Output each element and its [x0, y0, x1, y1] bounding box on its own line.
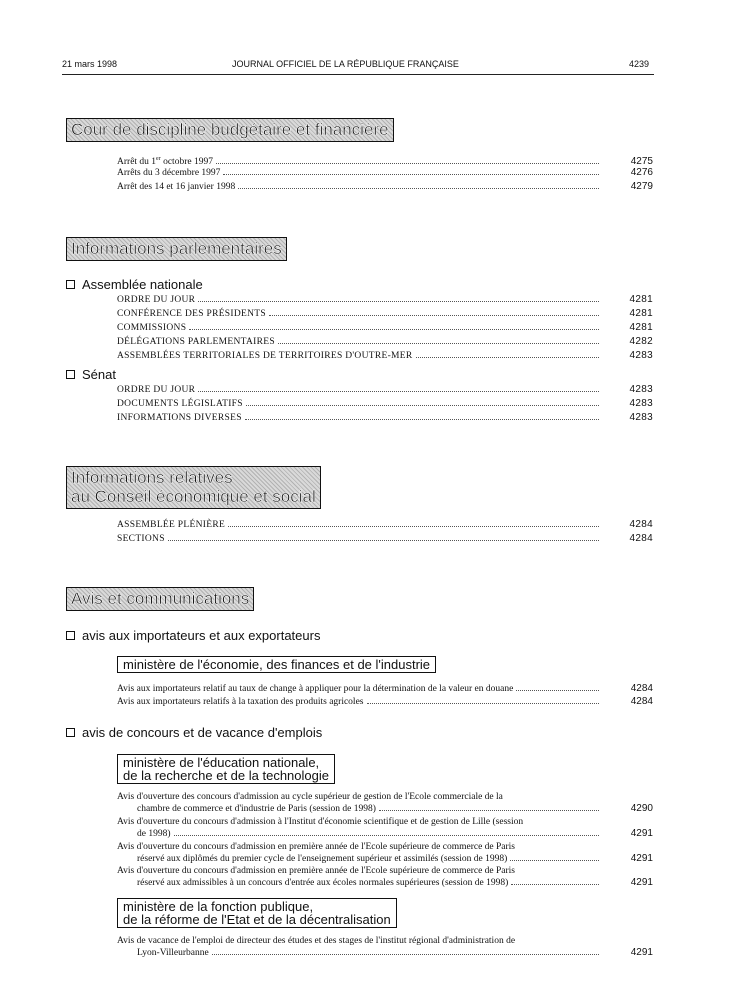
- checkbox-bullet-icon: [66, 631, 75, 640]
- toc-entry: [117, 322, 653, 334]
- page-ref: 4283: [629, 398, 653, 409]
- ministry-label: de la recherche et de la technologie: [123, 768, 329, 783]
- subsection-label: avis de concours et de vacance d'emplois: [82, 725, 323, 740]
- entry-text: Arrêt des 14 et 16 janvier 1998: [117, 182, 236, 192]
- toc-entry: [117, 696, 653, 708]
- entry-text: réservé aux admissibles à un concours d'entrée aux écoles normales supérieures (session de 1998): [137, 878, 509, 888]
- section-title-text: Informations parlementaires: [71, 239, 282, 258]
- page-ref: 4283: [629, 384, 653, 395]
- toc-entry: [117, 336, 653, 348]
- ministry-label: ministère de la fonction publique,: [123, 899, 314, 914]
- section-title-cour-discipline: [66, 118, 394, 142]
- entry-text: Avis d'ouverture du concours d'admission en première année de l'Ecole supérieure de commerce de Paris: [117, 866, 516, 876]
- section-title-text: Cour de discipline budgétaire et financière: [71, 120, 389, 139]
- page-ref: 4276: [630, 167, 653, 178]
- toc-entry: [117, 181, 653, 193]
- page-ref: 4281: [629, 322, 653, 333]
- entry-text: Avis d'ouverture du concours d'admission en première année de l'Ecole supérieure de commerce de Paris: [117, 842, 516, 852]
- checkbox-bullet-icon: [66, 728, 75, 737]
- page-ref: 4281: [629, 294, 653, 305]
- toc-entry: Arrêt du 1er octobre 1997 4275: [117, 156, 653, 168]
- subsection-label: Assemblée nationale: [82, 277, 203, 292]
- checkbox-bullet-icon: [66, 370, 75, 379]
- entry-text: Avis de vacance de l'emploi de directeur des études et des stages de l'institut régional d'administration de: [117, 936, 516, 946]
- page-ref: 4291: [630, 877, 653, 888]
- header-page-number: 4239: [629, 59, 650, 69]
- entry-text: Avis d'ouverture des concours d'admission au cycle supérieur de gestion de l'Ecole commerciale de la: [117, 792, 503, 802]
- section-title-avis-communications: [66, 587, 254, 611]
- toc-entry: [117, 533, 653, 545]
- entry-text: de 1998): [137, 829, 171, 839]
- toc-entry: [117, 816, 653, 840]
- entry-text: ORDRE DU JOUR: [117, 295, 196, 305]
- entry-text: INFORMATIONS DIVERSES: [117, 413, 242, 423]
- toc-entry: [117, 167, 653, 179]
- subsection-senat: [66, 367, 116, 382]
- toc-entry: [117, 841, 653, 865]
- entry-text: ORDRE DU JOUR: [117, 385, 196, 395]
- ministry-box-education: [117, 754, 335, 784]
- toc-entry: [117, 412, 653, 424]
- toc-entry: [117, 683, 653, 695]
- entry-text: Avis aux importateurs relatifs à la taxation des produits agricoles: [117, 697, 364, 707]
- header-rule: [62, 74, 654, 75]
- entry-text: ASSEMBLÉE PLÉNIÈRE: [117, 520, 226, 530]
- entry-text: Avis aux importateurs relatif au taux de change à appliquer pour la détermination de la valeur en douane: [117, 684, 514, 694]
- subsection-label: avis aux importateurs et aux exportateurs: [82, 628, 321, 643]
- page-ref: 4284: [630, 696, 653, 707]
- checkbox-bullet-icon: [66, 280, 75, 289]
- ministry-label: de la réforme de l'Etat et de la décentralisation: [123, 912, 391, 927]
- page-ref: 4291: [630, 853, 653, 864]
- page-ref: 4282: [629, 336, 653, 347]
- ministry-box-fonction-publique: [117, 898, 397, 928]
- ministry-box-economie: [117, 656, 436, 673]
- ministry-label: ministère de l'éducation nationale,: [123, 755, 320, 770]
- entry-text: réservé aux diplômés du premier cycle de l'enseignement supérieur et assimilés (session de 1998): [137, 854, 508, 864]
- subsection-assemblee-nationale: [66, 277, 203, 292]
- entry-text: ASSEMBLÉES TERRITORIALES DE TERRITOIRES D'OUTRE-MER: [117, 351, 413, 361]
- section-title-informations-parlementaires: [66, 237, 287, 261]
- toc-entry: [117, 935, 653, 959]
- toc-entry: [117, 308, 653, 320]
- entry-text: Avis d'ouverture du concours d'admission à l'Institut d'économie scientifique et de gestion de Lille (session: [117, 817, 524, 827]
- entry-text: chambre de commerce et d'industrie de Paris (session de 1998): [137, 804, 376, 814]
- entry-text: Lyon-Villeurbanne: [137, 948, 209, 958]
- entry-text: Arrêts du 3 décembre 1997: [117, 168, 221, 178]
- subsection-label: Sénat: [82, 367, 116, 382]
- page-ref: 4291: [630, 828, 653, 839]
- toc-entry: [117, 350, 653, 362]
- section-title-line: Informations relatives: [71, 468, 233, 487]
- header-journal-title: JOURNAL OFFICIEL DE LA RÉPUBLIQUE FRANÇAISE: [232, 59, 459, 69]
- page-ref: 4284: [629, 533, 653, 544]
- subsection-avis-concours: [66, 725, 322, 740]
- page-ref: 4284: [630, 683, 653, 694]
- toc-entry: [117, 384, 653, 396]
- entry-text: CONFÉRENCE DES PRÉSIDENTS: [117, 309, 266, 319]
- toc-entry: [117, 398, 653, 410]
- entry-text: SECTIONS: [117, 534, 165, 544]
- page-ref: 4283: [629, 350, 653, 361]
- page-ref: 4279: [630, 181, 653, 192]
- page-ref: 4275: [630, 156, 653, 168]
- toc-entry: [117, 865, 653, 889]
- header-date: 21 mars 1998: [62, 59, 118, 69]
- entry-text: DÉLÉGATIONS PARLEMENTAIRES: [117, 337, 275, 347]
- page-ref: 4291: [630, 947, 653, 958]
- page-ref: 4284: [629, 519, 653, 530]
- page-ref: 4283: [629, 412, 653, 423]
- toc-entry: [117, 294, 653, 306]
- entry-text: COMMISSIONS: [117, 323, 187, 333]
- toc-entry: [117, 791, 653, 815]
- section-title-line: au Conseil économique et social: [71, 487, 316, 506]
- toc-entry: [117, 519, 653, 531]
- ministry-label: ministère de l'économie, des finances et de l'industrie: [123, 657, 431, 672]
- section-title-conseil-economique: [66, 466, 321, 509]
- entry-text: DOCUMENTS LÉGISLATIFS: [117, 399, 243, 409]
- page-ref: 4290: [630, 803, 653, 814]
- subsection-avis-importateurs: [66, 628, 320, 643]
- page-ref: 4281: [629, 308, 653, 319]
- section-title-text: Avis et communications: [71, 589, 250, 608]
